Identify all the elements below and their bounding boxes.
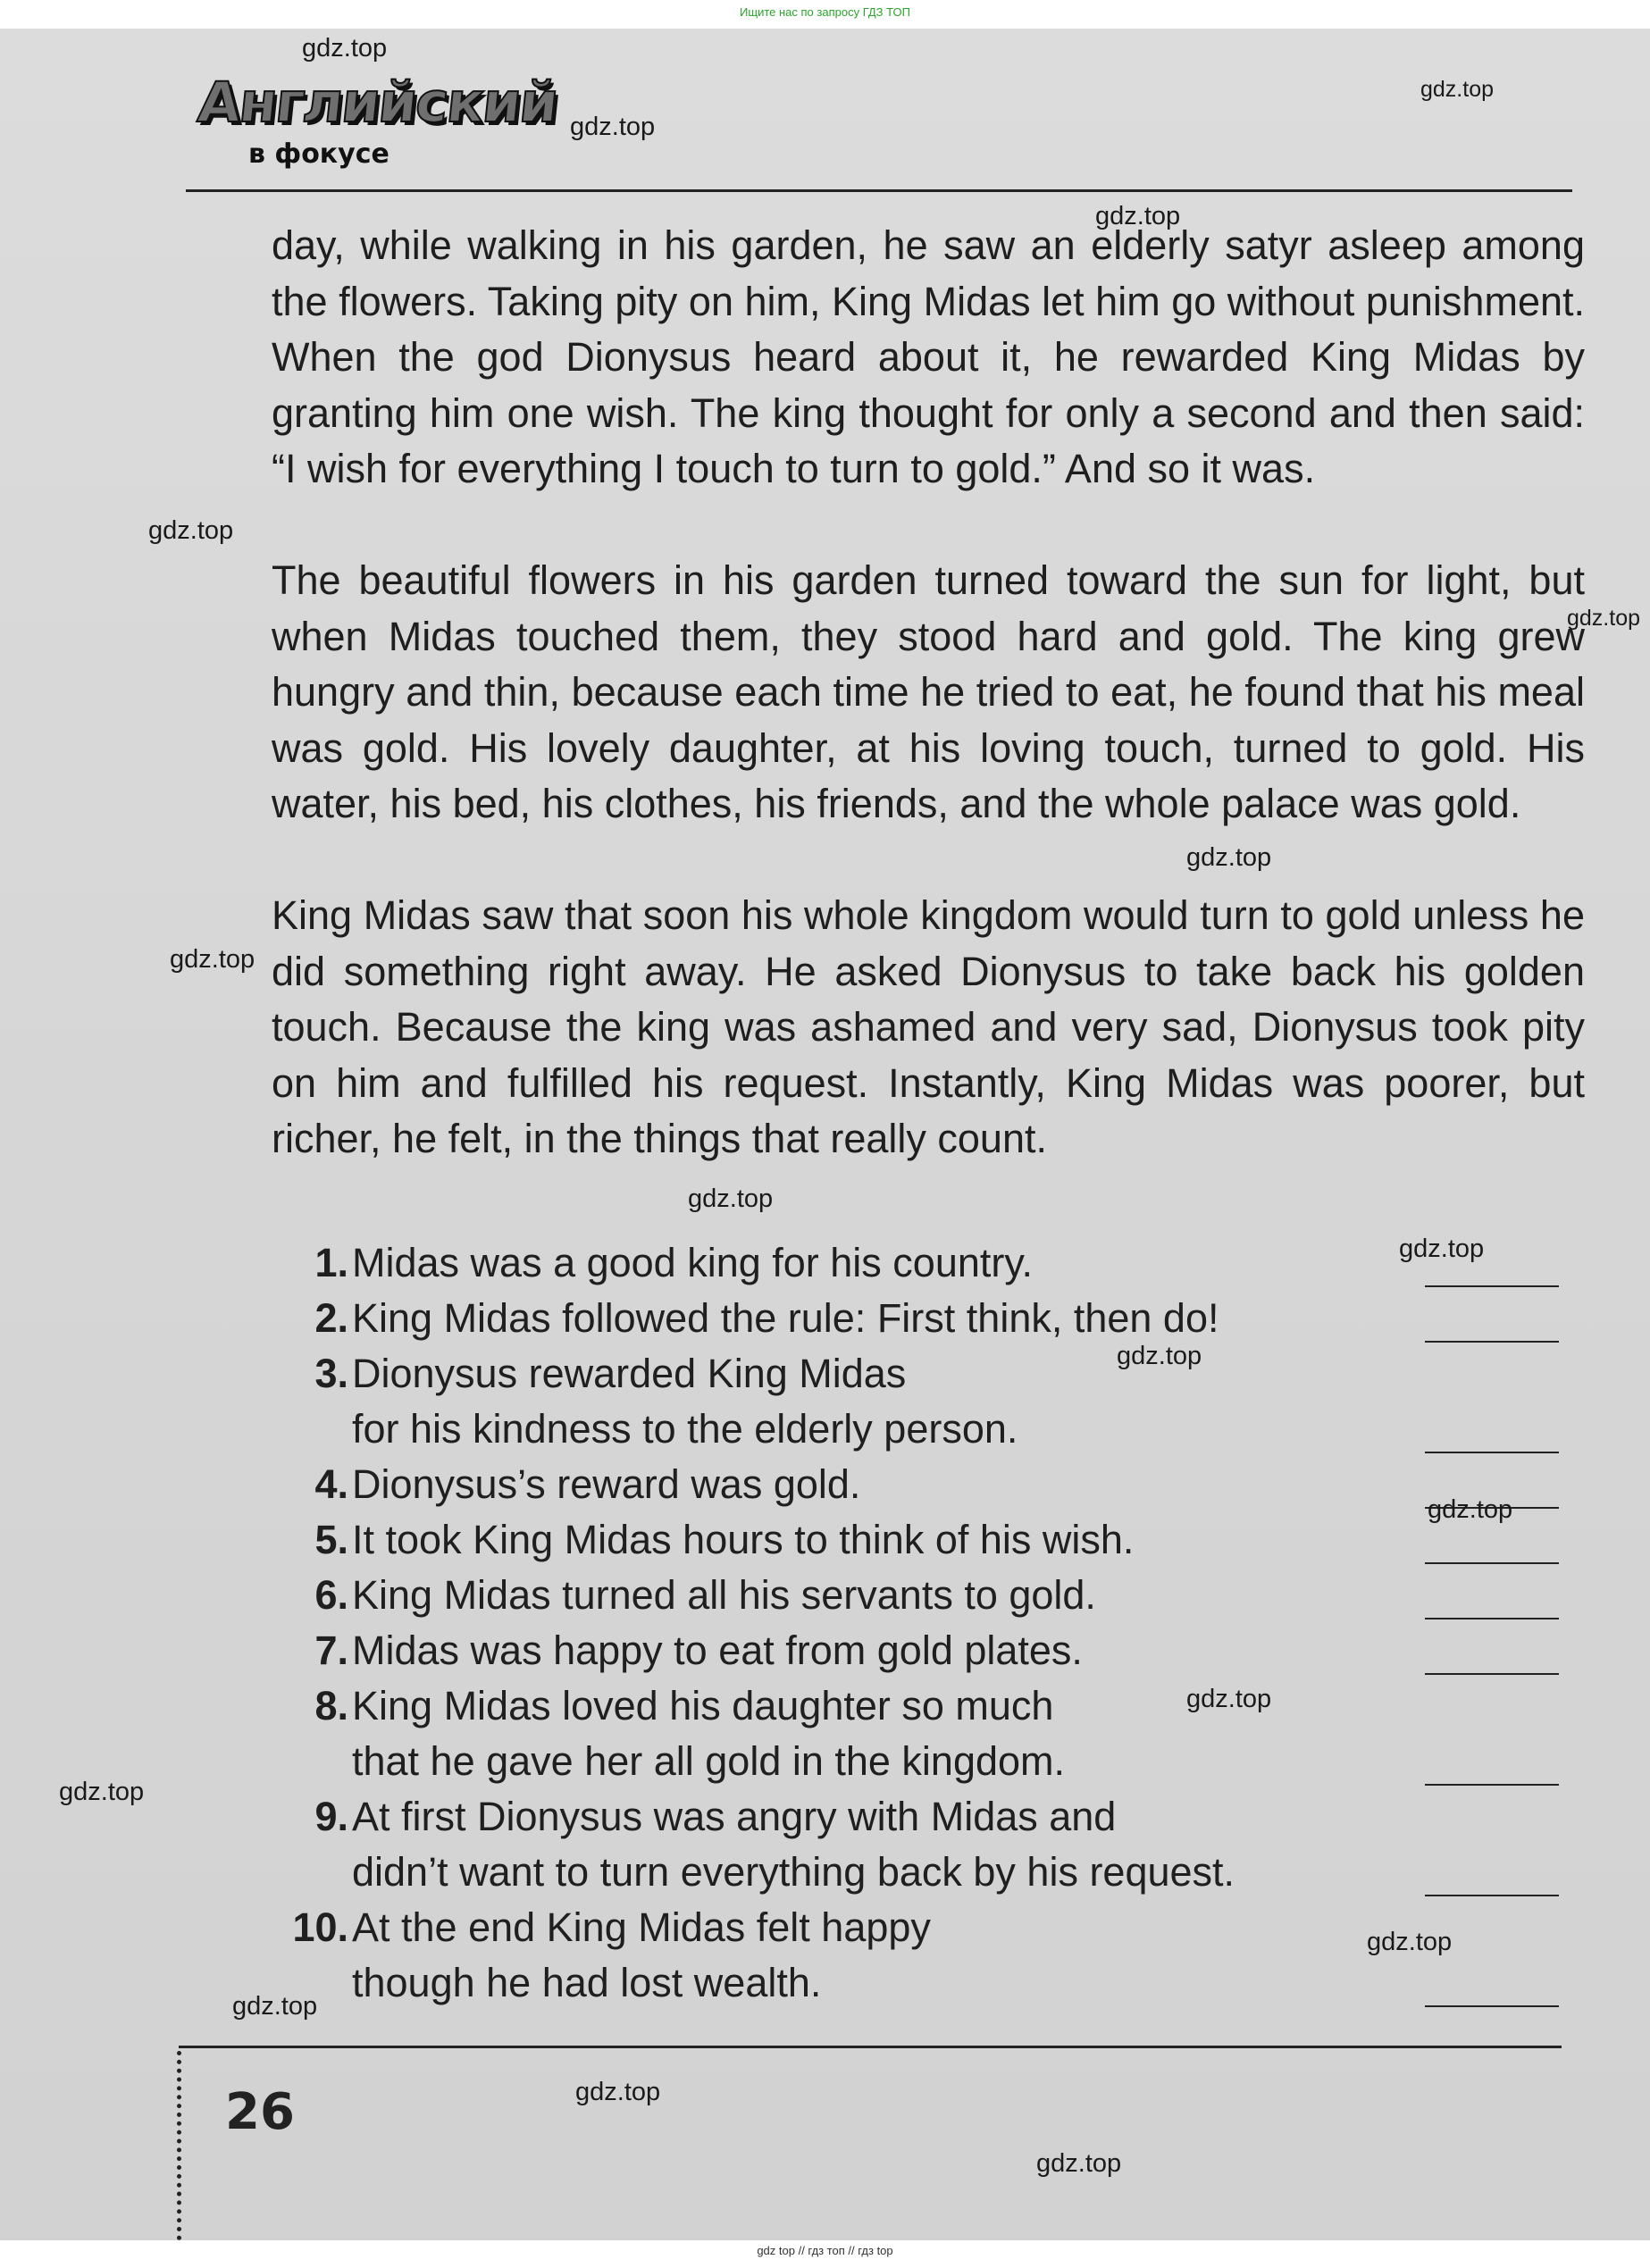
statement-number: 10. (292, 1904, 348, 1950)
watermark: gdz.top (1186, 1685, 1272, 1713)
statement-number: 8. (314, 1683, 348, 1728)
statement-9 (268, 1789, 1572, 1845)
watermark: gdz.top (1420, 77, 1495, 102)
statement-1 (268, 1235, 1572, 1291)
answer-blank[interactable] (1425, 1673, 1559, 1675)
watermark: gdz.top (1367, 1928, 1453, 1956)
watermark: gdz.top (232, 1992, 318, 2021)
statement-5 (268, 1512, 1572, 1568)
watermark: gdz.top (1428, 1495, 1513, 1524)
watermark: gdz.top (575, 2078, 661, 2106)
statement-text: It took King Midas hours to think of his wish. (352, 1517, 1135, 1562)
statement-text: Dionysus’s reward was gold. (352, 1461, 861, 1507)
statement-number: 5. (314, 1517, 348, 1562)
statement-text: King Midas loved his daughter so much (352, 1683, 1054, 1728)
passage-paragraph-2: The beautiful flowers in his garden turned toward the sun for light, but when Midas touched them, they stood hard and gold. The king grew hungry and thin, because each time he tried to eat, he found that his meal was gold. His lovely daughter, at his loving touch, turned to gold. His water, his bed, his clothes, his friends, and the whole palace was gold. (272, 557, 1585, 826)
statement-number: 7. (314, 1628, 348, 1673)
watermark: gdz.top (570, 113, 656, 141)
statement-text: Midas was a good king for his country. (352, 1240, 1034, 1285)
answer-blank[interactable] (1425, 2005, 1559, 2007)
answer-blank[interactable] (1425, 1452, 1559, 1453)
watermark: gdz.top (1567, 606, 1641, 631)
footer-divider (179, 2046, 1562, 2048)
watermark: gdz.top (148, 516, 234, 545)
bottom-notice: gdz top // гдз топ // гдз top (757, 2244, 893, 2257)
footer-dotted-margin (177, 2051, 181, 2240)
header-divider (186, 189, 1572, 192)
statement-number: 6. (314, 1572, 348, 1618)
answer-blank[interactable] (1425, 1784, 1559, 1786)
watermark: gdz.top (1036, 2149, 1122, 2178)
answer-blank[interactable] (1425, 1285, 1559, 1287)
statement-text: At the end King Midas felt happy (352, 1904, 931, 1950)
statement-3-continued (268, 1402, 1572, 1457)
page-number: 26 (225, 2083, 295, 2141)
passage-paragraph-3: King Midas saw that soon his whole kingdom would turn to gold unless he did something right away. He asked Dionysus to take back his golden touch. Because the king was ashamed and very sad, Dionysus took pity on him and fulfilled his request. Instantly, King Midas was poorer, but richer, he felt, in the things that really count. (272, 892, 1585, 1161)
statement-8-continued (268, 1734, 1572, 1789)
watermark: gdz.top (1186, 843, 1272, 872)
watermark: gdz.top (302, 34, 388, 63)
answer-blank[interactable] (1425, 1341, 1559, 1343)
statement-text: for his kindness to the elderly person. (352, 1406, 1018, 1452)
statement-text: King Midas followed the rule: First think, then do! (352, 1295, 1219, 1341)
statement-8 (268, 1678, 1572, 1734)
statement-text: that he gave her all gold in the kingdom. (352, 1738, 1066, 1784)
statement-text: Dionysus rewarded King Midas (352, 1351, 907, 1396)
answer-blank[interactable] (1425, 1618, 1559, 1619)
answer-blank[interactable] (1425, 1562, 1559, 1564)
passage-paragraph-1: day, while walking in his garden, he saw an elderly satyr asleep among the flowers. Taking pity on him, King Midas let him go without punishment. When the god Dionysus heard about it, he rewarded King Midas by granting him one wish. The king thought for only a second and then said: “I wish for everything I touch to turn to gold.” And so it was. (272, 222, 1585, 491)
watermark: gdz.top (1117, 1342, 1202, 1370)
top-notice: Ищите нас по запросу ГДЗ ТОП (740, 5, 910, 19)
statement-text: Midas was happy to eat from gold plates. (352, 1628, 1083, 1673)
statement-text: didn’t want to turn everything back by his request. (352, 1849, 1235, 1895)
answer-blank[interactable] (1425, 1895, 1559, 1896)
statement-4 (268, 1457, 1572, 1512)
book-logo-title: Английский (195, 70, 561, 135)
statement-text: King Midas turned all his servants to gold. (352, 1572, 1096, 1618)
statement-number: 2. (314, 1295, 348, 1341)
watermark: gdz.top (59, 1778, 145, 1806)
statement-number: 9. (314, 1794, 348, 1839)
statement-9-continued (268, 1845, 1572, 1900)
watermark: gdz.top (1399, 1234, 1485, 1263)
statement-3 (268, 1346, 1572, 1402)
watermark: gdz.top (1095, 202, 1181, 230)
statement-text: At first Dionysus was angry with Midas and (352, 1794, 1117, 1839)
statement-10-continued (268, 1955, 1572, 2011)
watermark: gdz.top (170, 945, 255, 974)
statement-number: 1. (314, 1240, 348, 1285)
statement-6 (268, 1568, 1572, 1623)
statement-number: 3. (314, 1351, 348, 1396)
book-logo-subtitle: в фокусе (248, 138, 389, 170)
statement-text: though he had lost wealth. (352, 1960, 822, 2005)
statement-7 (268, 1623, 1572, 1678)
statement-2 (268, 1291, 1572, 1346)
statement-number: 4. (314, 1461, 348, 1507)
watermark: gdz.top (688, 1184, 774, 1213)
